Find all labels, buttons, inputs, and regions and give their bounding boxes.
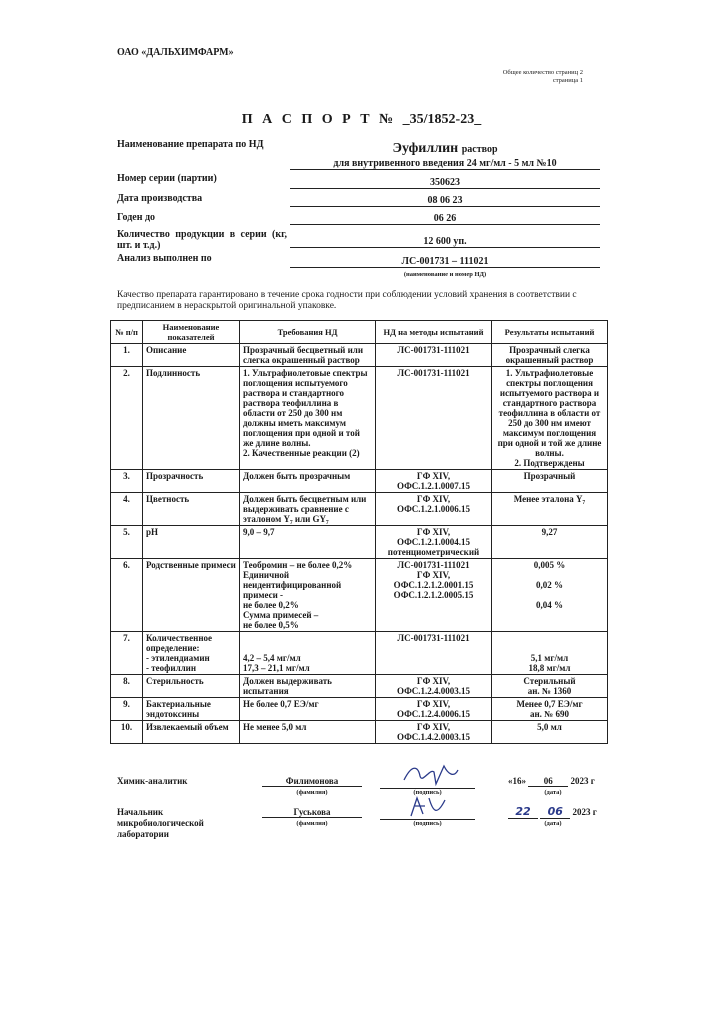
head-signature [405, 794, 455, 820]
row-result: 1. Ультрафиолетовые спектры поглощения испытуемого раствора и стандартного раствора теофиллина в области от 250 до 300 нм имеют максимум поглощения при одной и той же длине волны. 2. Подтверждены [492, 367, 608, 470]
table-row [111, 559, 608, 632]
quality-statement: Качество препарата гарантировано в течение срока годности при соблюдении условий хранения в соответствии с предписанием в нераскрытой оригинальной упаковке. [117, 290, 577, 311]
page-total: Общее количество страниц 2 [502, 69, 583, 76]
header-parameter: Наименование показателей [143, 321, 240, 344]
expiry-label: Годен до [117, 212, 156, 223]
row-result: Менее эталона Y₇ [492, 493, 608, 526]
row-parameter: Подлинность [143, 367, 240, 470]
table-row [111, 675, 608, 698]
quantity-value: 12 600 уп. [290, 236, 600, 248]
row-result: Прозрачный [492, 470, 608, 493]
row-number: 7. [111, 632, 143, 675]
specifications-table [110, 320, 608, 744]
analysis-value: ЛС-001731 – 111021 [290, 256, 600, 268]
chemist-date-day: «16» [508, 776, 526, 786]
row-requirement: Должен выдерживать испытания [240, 675, 376, 698]
row-requirement: Теобромин – не более 0,2% Единичной неидентифицированной примеси - не более 0,2% Сумма примесей – не более 0,5% [240, 559, 376, 632]
row-parameter: Описание [143, 344, 240, 367]
row-method: ГФ XIV, ОФС.1.2.4.0003.15 [376, 675, 492, 698]
analysis-caption: (наименование и номер НД) [403, 271, 487, 278]
row-number: 2. [111, 367, 143, 470]
row-requirement: Прозрачный бесцветный или слегка окрашенный раствор [240, 344, 376, 367]
table-row [111, 632, 608, 675]
row-result: 0,005 % 0,02 % 0,04 % [492, 559, 608, 632]
table-row [111, 344, 608, 367]
row-parameter: Извлекаемый объем [143, 721, 240, 744]
row-requirement: Не более 0,7 ЕЭ/мг [240, 698, 376, 721]
quantity-label: Количество продукции в серии (кг, шт. и т.д.) [117, 229, 287, 251]
head-date-year: 2023 г [572, 807, 597, 817]
row-method: ГФ XIV, ОФС.1.2.1.0007.15 [376, 470, 492, 493]
row-number: 5. [111, 526, 143, 559]
chemist-title: Химик-аналитик [117, 776, 188, 786]
drug-form: раствор [461, 144, 498, 155]
drug-label: Наименование препарата по НД [117, 139, 264, 150]
header-method: НД на методы испытаний [376, 321, 492, 344]
row-result: 5,0 мл [492, 721, 608, 744]
row-requirement: Должен быть прозрачным [240, 470, 376, 493]
head-title: Начальник микробиологической лаборатории [117, 807, 204, 839]
page-number: страница 1 [552, 77, 583, 84]
chemist-date-month: 06 [528, 776, 568, 787]
row-requirement: Не менее 5,0 мл [240, 721, 376, 744]
drug-description: для внутривенного введения 24 мг/мл - 5 мл №10 [290, 158, 600, 170]
drug-name-block [290, 141, 600, 157]
chemist-signature-caption: (подпись) [413, 789, 442, 796]
head-date-caption: (дата) [544, 820, 562, 827]
row-method: ГФ XIV, ОФС.1.2.1.0006.15 [376, 493, 492, 526]
table-header-row [111, 321, 608, 344]
drug-name: Эуфиллин [392, 141, 459, 156]
row-number: 10. [111, 721, 143, 744]
row-result: Прозрачный слегка окрашенный раствор [492, 344, 608, 367]
row-parameter: Цветность [143, 493, 240, 526]
row-parameter: pH [143, 526, 240, 559]
row-requirement: 9,0 – 9,7 [240, 526, 376, 559]
table-row [111, 493, 608, 526]
chemist-signature-line [380, 776, 475, 789]
row-number: 8. [111, 675, 143, 698]
row-requirement: 1. Ультрафиолетовые спектры поглощения испытуемого раствора и стандартного раствора теофиллина в области от 250 до 300 нм должны иметь максимум поглощения при одной и той же длине волны. 2. Качественные реакции (2) [240, 367, 376, 470]
row-result: Стерильный ан. № 1360 [492, 675, 608, 698]
head-signature-line [380, 807, 475, 820]
row-number: 4. [111, 493, 143, 526]
row-method: ГФ XIV, ОФС.1.4.2.0003.15 [376, 721, 492, 744]
manufacture-date-label: Дата производства [117, 193, 203, 204]
chemist-date-caption: (дата) [544, 789, 562, 796]
passport-title [0, 112, 723, 128]
header-number: № п/п [111, 321, 143, 344]
analysis-label: Анализ выполнен по [117, 253, 212, 264]
row-parameter: Бактериальные эндотоксины [143, 698, 240, 721]
head-name-caption: (фамилия) [296, 820, 328, 827]
header-results: Результаты испытаний [492, 321, 608, 344]
table-row [111, 526, 608, 559]
page-info [503, 69, 583, 85]
manufacture-date-value: 08 06 23 [290, 195, 600, 207]
header-requirements: Требования НД [240, 321, 376, 344]
table-row [111, 470, 608, 493]
row-number: 1. [111, 344, 143, 367]
row-method: ЛС-001731-111021 ГФ XIV, ОФС.1.2.1.2.0001.15 ОФС.1.2.1.2.0005.15 [376, 559, 492, 632]
row-number: 9. [111, 698, 143, 721]
row-parameter: Стерильность [143, 675, 240, 698]
row-result: 5,1 мг/мл 18,8 мг/мл [492, 632, 608, 675]
chemist-name-caption: (фамилия) [296, 789, 328, 796]
chemist-date [508, 776, 608, 787]
row-method: ЛС-001731-111021 [376, 344, 492, 367]
company-name: ОАО «ДАЛЬХИМФАРМ» [117, 47, 234, 58]
table-row [111, 367, 608, 470]
batch-value: 350623 [290, 177, 600, 189]
head-date-day: 22 [508, 805, 538, 819]
head-name: Гуськова [262, 807, 362, 818]
batch-label: Номер серии (партии) [117, 173, 217, 184]
row-parameter: Родственные примеси [143, 559, 240, 632]
row-requirement: 4,2 – 5,4 мг/мл 17,3 – 21,1 мг/мл [240, 632, 376, 675]
row-parameter: Прозрачность [143, 470, 240, 493]
chemist-name: Филимонова [262, 776, 362, 787]
row-requirement: Должен быть бесцветным или выдерживать сравнение с эталоном Y₇ или GY₇ [240, 493, 376, 526]
row-number: 6. [111, 559, 143, 632]
row-result: Менее 0,7 ЕЭ/мг ан. № 690 [492, 698, 608, 721]
table-row [111, 698, 608, 721]
passport-number: _35/1852-23_ [402, 112, 482, 127]
row-result: 9,27 [492, 526, 608, 559]
row-parameter: Количественное определение: - этилендиамин - теофиллин [143, 632, 240, 675]
chemist-date-year: 2023 г [570, 776, 595, 786]
expiry-value: 06 26 [290, 213, 600, 225]
table-row [111, 721, 608, 744]
head-signature-caption: (подпись) [413, 820, 442, 827]
row-method: ЛС-001731-111021 [376, 632, 492, 675]
chemist-signature [400, 762, 460, 788]
row-method: ГФ XIV, ОФС.1.2.4.0006.15 [376, 698, 492, 721]
row-method: ЛС-001731-111021 [376, 367, 492, 470]
row-method: ГФ XIV, ОФС.1.2.1.0004.15 потенциометрический [376, 526, 492, 559]
title-prefix: П А С П О Р Т № [241, 112, 397, 127]
row-number: 3. [111, 470, 143, 493]
head-date-month: 06 [540, 805, 570, 819]
head-date [508, 805, 608, 819]
